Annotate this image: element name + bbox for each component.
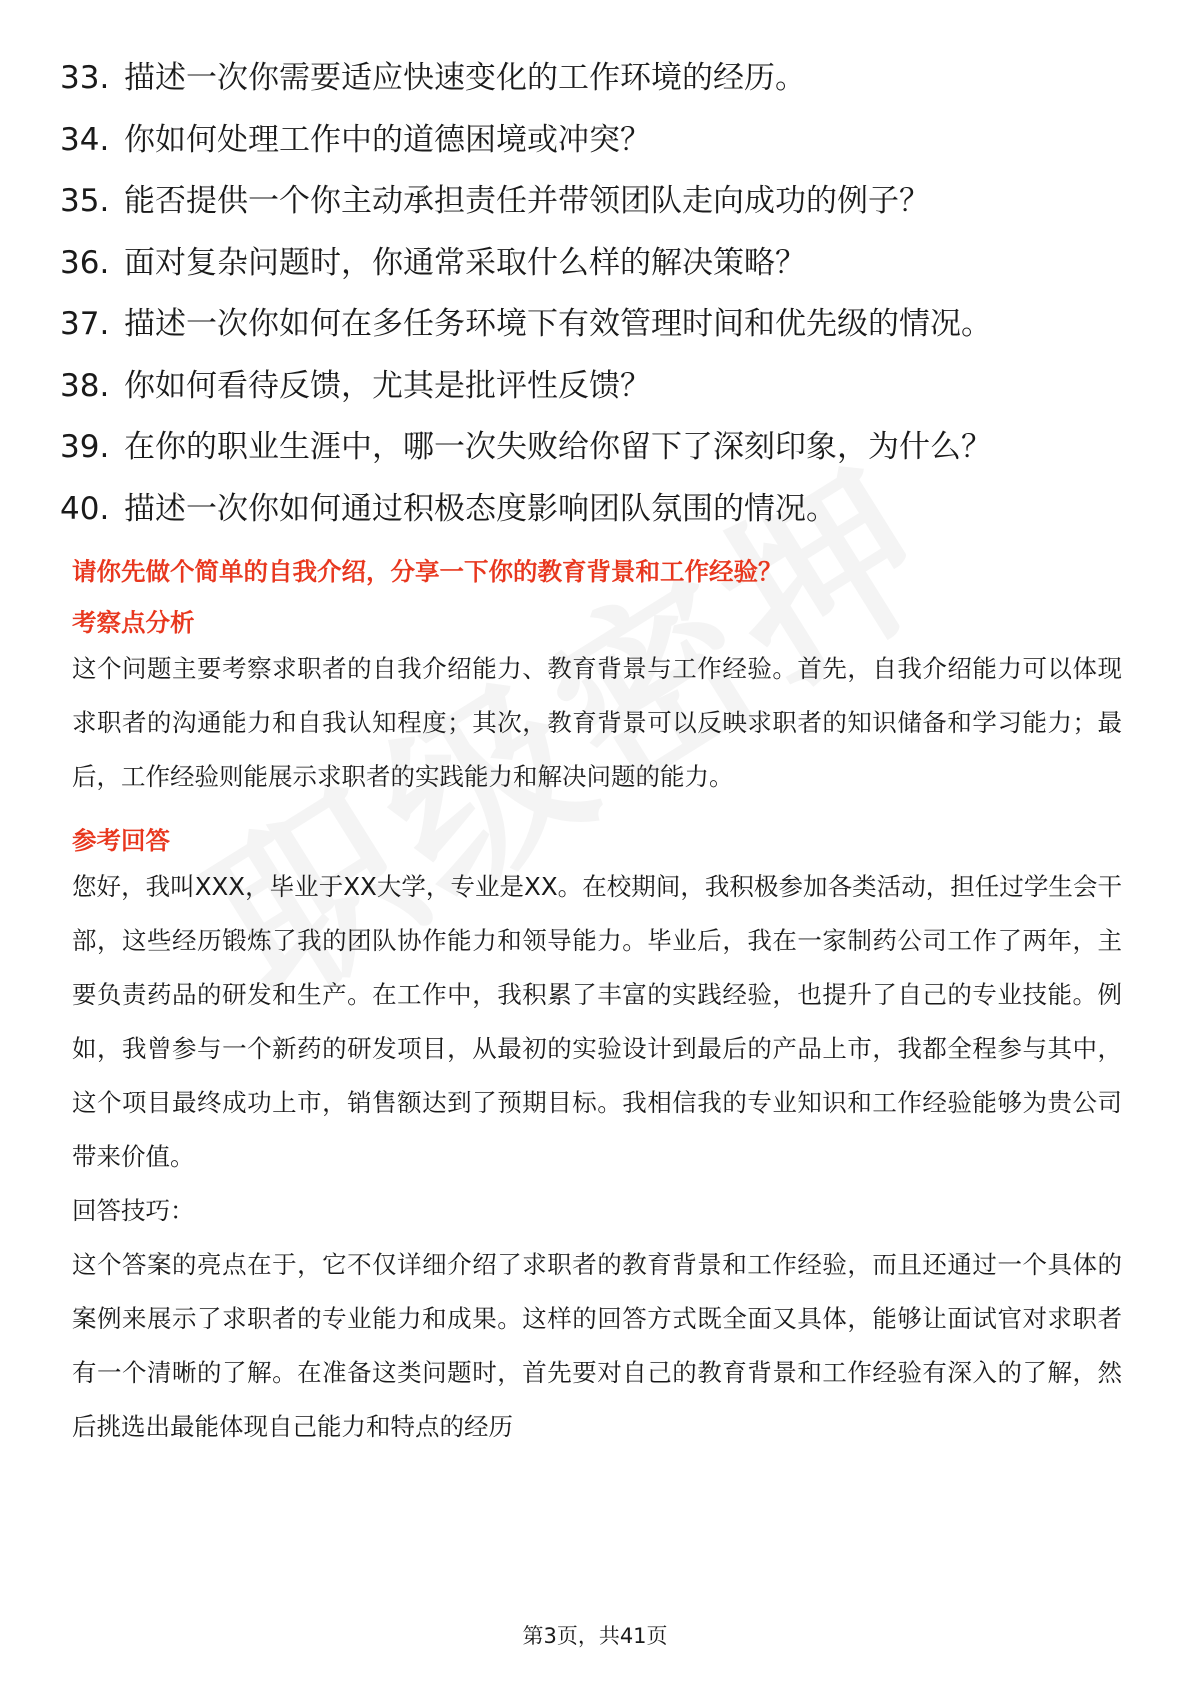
tips-text: 这个答案的亮点在于，它不仅详细介绍了求职者的教育背景和工作经验，而且还通过一个具体的案例来展示了求职者的专业能力和成果。这样的回答方式既全面又具体，能够让面试官对求职者有一个清晰的了解。在准备这类问题时，首先要对自己的教育背景和工作经验有深入的了解，然后挑选出最能体现自己能力和特点的经历 (72, 1250, 1122, 1441)
list-item (60, 48, 992, 110)
question-text: 描述一次你需要适应快速变化的工作环境的经历。 (124, 60, 806, 96)
list-item (60, 171, 992, 233)
list-item (60, 110, 992, 172)
question-text: 面对复杂问题时，你通常采取什么样的解决策略？ (124, 244, 806, 281)
answer-heading: 参考回答 (72, 826, 170, 855)
list-item (60, 356, 992, 418)
analysis-text: 这个问题主要考察求职者的自我介绍能力、教育背景与工作经验。首先，自我介绍能力可以体现求职者的沟通能力和自我认知程度；其次，教育背景可以反映求职者的知识储备和学习能力；最后，工作经验则能展示求职者的实践能力和解决问题的能力。 (72, 654, 1122, 791)
list-item (60, 479, 992, 541)
answer-text: 您好，我叫XXX，毕业于XX大学，专业是XX。在校期间，我积极参加各类活动，担任过学生会干部，这些经历锻炼了我的团队协作能力和领导能力。毕业后，我在一家制药公司工作了两年，主要负责药品的研发和生产。在工作中，我积累了丰富的实践经验，也提升了自己的专业技能。例如，我曾参与一个新药的研发项目，从最初的实验设计到最后的产品上市，我都全程参与其中，这个项目最终成功上市，销售额达到了预期目标。我相信我的专业知识和工作经验能够为贵公司带来价值。 (72, 872, 1122, 1171)
question-list (60, 48, 992, 540)
question-number: 40. (60, 490, 110, 527)
question-text: 能否提供一个你主动承担责任并带领团队走向成功的例子？ (124, 183, 930, 219)
tips-label: 回答技巧： (72, 1196, 195, 1225)
list-item (60, 294, 992, 356)
question-number: 37. (60, 306, 110, 342)
question-number: 36. (60, 244, 110, 281)
question-number: 35. (60, 183, 110, 219)
question-number: 38. (60, 367, 110, 404)
qa-section (72, 552, 1122, 1454)
question-text: 描述一次你如何通过积极态度影响团队氛围的情况。 (124, 490, 837, 527)
question-text: 描述一次你如何在多任务环境下有效管理时间和优先级的情况。 (124, 306, 992, 342)
question-number: 33. (60, 60, 110, 96)
question-number: 34. (60, 121, 110, 158)
list-item (60, 233, 992, 295)
question-text: 你如何处理工作中的道德困境或冲突？ (124, 121, 651, 158)
page-number: 第3页，共41页 (522, 1624, 668, 1648)
list-item (60, 417, 992, 479)
analysis-heading: 考察点分析 (72, 608, 195, 637)
section-question: 请你先做个简单的自我介绍，分享一下你的教育背景和工作经验？ (72, 557, 783, 586)
question-text: 你如何看待反馈，尤其是批评性反馈？ (124, 367, 651, 404)
question-text: 在你的职业生涯中，哪一次失败给你留下了深刻印象，为什么？ (124, 429, 992, 465)
question-number: 39. (60, 429, 110, 465)
